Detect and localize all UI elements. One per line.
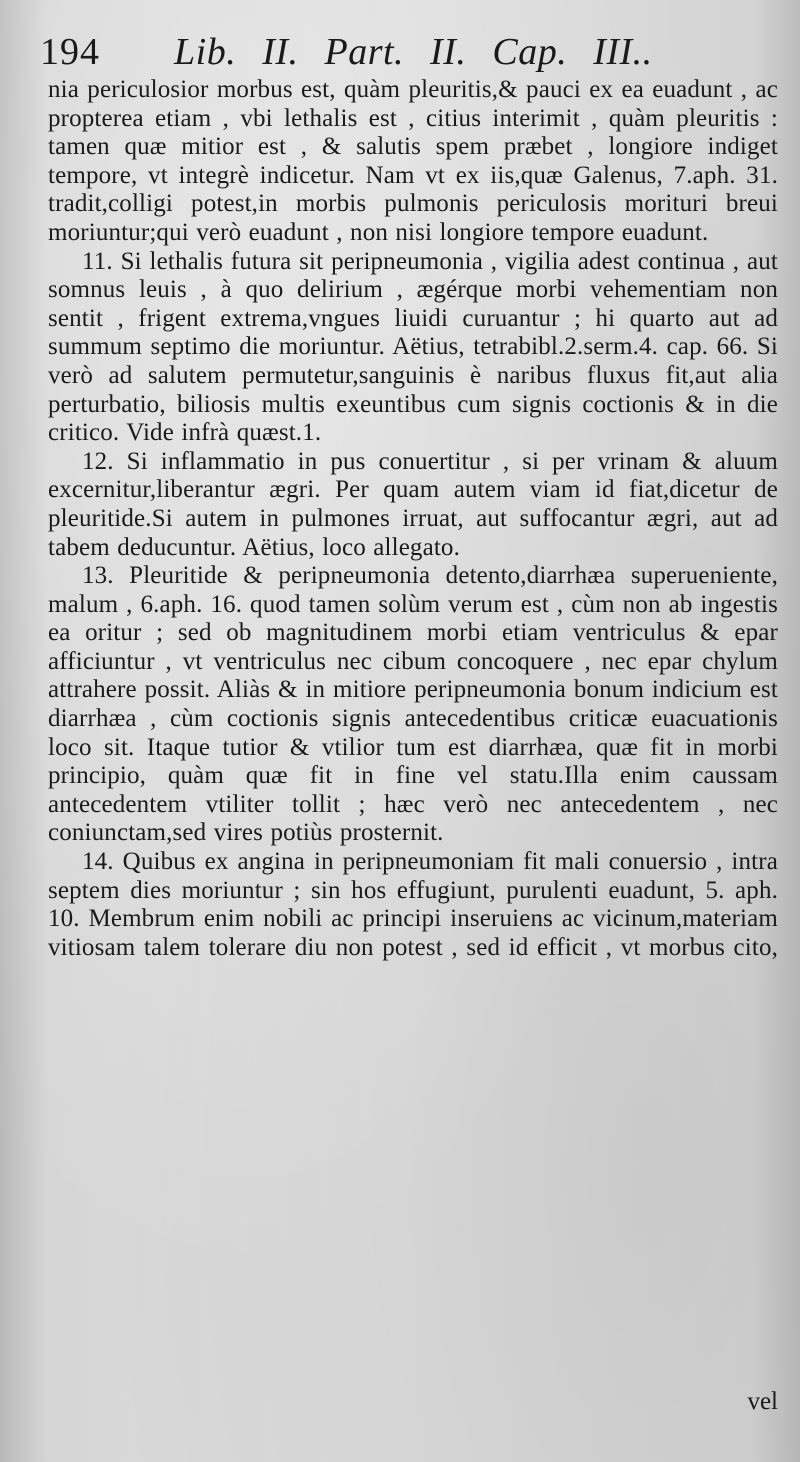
paragraph-12: 12. Si inflammatio in pus conuertitur , si per vrinam & aluum excernitur,liberantur ægri. Per quam autem viam id fiat,dicetur de pleuritide.Si autem in pulmones irruat, aut suffocantur ægri, aut ad tabem deducuntur. Aëtius, loco allegato.: [48, 447, 778, 561]
paragraph-11: 11. Si lethalis futura sit peripneumonia , vigilia adest continua , aut somnus leuis , à quo delirium , ægérque morbi vehementiam non sentit , frigent extrema,vngues liuidi curuantur ; hi quarto aut ad summum septimo die moriuntur. Aëtius, tetrabibl.2.serm.4. cap. 66. Si verò ad salutem permutetur,sanguinis è naribus fluxus fit,aut alia perturbatio, biliosis multis exeuntibus cum signis coctionis & in die critico. Vide infrà quæst.1.: [48, 247, 778, 447]
catchword: vel: [747, 1388, 778, 1415]
paragraph-continuation: nia periculosior morbus est, quàm pleuritis,& pauci ex ea euadunt , ac propterea etiam , vbi lethalis est , citius interimit , quàm pleuritis : tamen quæ mitior est , & salutis spem præbet , longiore indiget tempore, vt integrè indicetur. Nam vt ex iis,quæ Galenus, 7.aph. 31. tradit,colligi potest,in morbis pulmonis periculosis morituri breui moriuntur;qui verò euadunt , non nisi longiore tempore euadunt.: [48, 76, 778, 246]
page-number: 194: [40, 31, 100, 73]
body-text: [48, 76, 778, 962]
page-header: [40, 28, 780, 76]
running-title: Lib. II. Part. II. Cap. III..: [174, 31, 653, 73]
paragraph-14: 14. Quibus ex angina in peripneumoniam fit mali conuersio , intra septem dies moriuntur ; sin hos effugiunt, purulenti euadunt, 5. aph. 10. Membrum enim nobili ac principi inseruiens ac vicinum,materiam vitiosam talem tolerare diu non potest , sed id efficit , vt morbus cito,: [48, 848, 778, 961]
paragraph-13: 13. Pleuritide & peripneumonia detento,diarrhæa superueniente, malum , 6.aph. 16. quod tamen solùm verum est , cùm non ab ingestis ea oritur ; sed ob magnitudinem morbi etiam ventriculus & epar afficiuntur , vt ventriculus nec cibum concoquere , nec epar chylum attrahere possit. Aliàs & in mitiore peripneumonia bonum indicium est diarrhæa , cùm coctionis signis antecedentibus criticæ euacuationis loco sit. Itaque tutior & vtilior tum est diarrhæa, quæ fit in morbi principio, quàm quæ fit in fine vel statu.Illa enim caussam antecedentem vtiliter tollit ; hæc verò nec antecedentem , nec coniunctam,sed vires potiùs prosternit.: [48, 562, 778, 847]
